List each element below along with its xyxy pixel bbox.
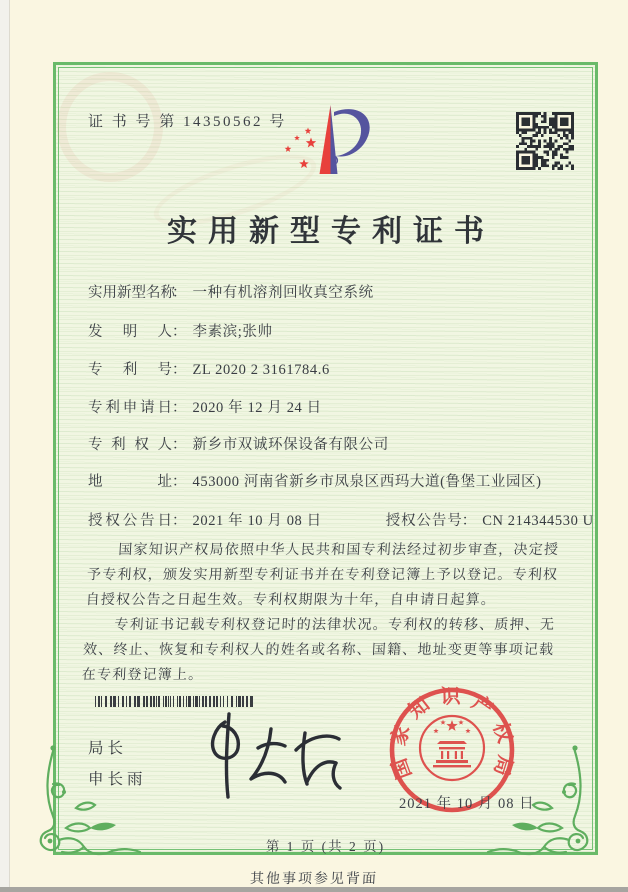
colon: ： bbox=[172, 437, 187, 453]
field-label: 实用新型名称 bbox=[88, 285, 175, 301]
scan-edge-left bbox=[0, 0, 10, 892]
colon: ： bbox=[172, 324, 187, 340]
legal-paragraph-1: 国家知识产权局依照中华人民共和国专利法经过初步审查，决定授予专利权，颁发实用新型专利证书并在专利登记簿上予以登记。专利权自授权公告之日起生效。专利权期限为十年，自申请日起算。 bbox=[85, 543, 560, 608]
field-row-patent-no bbox=[88, 358, 578, 379]
seal-emblem-gate bbox=[433, 741, 471, 767]
certificate-title: 实用新型专利证书 bbox=[167, 215, 495, 248]
colon: ： bbox=[172, 285, 187, 301]
field-label: 地址 bbox=[88, 474, 172, 490]
field-value: 453000 河南省新乡市凤泉区西玛大道(鲁堡工业园区) bbox=[192, 474, 542, 490]
back-note: 其他事项参见背面 bbox=[249, 872, 379, 887]
certificate-number: 证 书 号 第 14350562 号 bbox=[88, 114, 287, 130]
colon: ： bbox=[172, 474, 187, 490]
page-indicator: 第 1 页 (共 2 页) bbox=[265, 839, 386, 854]
field-label: 授权公告号 bbox=[385, 513, 462, 529]
barcode-icon bbox=[95, 696, 255, 707]
field-label: 授权公告日 bbox=[88, 513, 172, 529]
field-row-grant bbox=[88, 509, 594, 530]
field-value: ZL 2020 2 3161784.6 bbox=[192, 362, 330, 378]
colon: ： bbox=[461, 513, 477, 529]
field-label: 发明人 bbox=[88, 324, 172, 340]
field-value: 2021 年 10 月 08 日 bbox=[192, 513, 322, 529]
qr-code-icon bbox=[516, 112, 574, 170]
colon: ： bbox=[172, 400, 187, 416]
cnipa-patent-logo-icon bbox=[283, 97, 379, 183]
field-row-name bbox=[88, 281, 578, 302]
colon: ： bbox=[172, 513, 187, 529]
field-label: 专利申请日 bbox=[88, 400, 172, 416]
field-value: 2020 年 12 月 24 日 bbox=[192, 400, 322, 416]
field-label: 专利权人 bbox=[88, 437, 172, 453]
field-label: 专利号 bbox=[88, 362, 172, 378]
legal-paragraph-2: 专利证书记载专利权登记时的法律状况。专利权的转移、质押、无效、终止、恢复和专利权人的姓名或名称、国籍、地址变更等事项记载在专利登记簿上。 bbox=[81, 618, 556, 683]
field-row-filing-date bbox=[88, 396, 578, 417]
legal-text bbox=[81, 538, 571, 688]
field-value: 新乡市双诚环保设备有限公司 bbox=[192, 437, 389, 453]
director-title: 局长 bbox=[88, 740, 128, 757]
field-value: 一种有机溶剂回收真空系统 bbox=[192, 285, 374, 301]
scan-edge-bottom bbox=[0, 887, 628, 892]
field-row-address bbox=[88, 470, 578, 491]
field-row-patentee bbox=[88, 433, 578, 454]
director-signature bbox=[192, 708, 342, 803]
field-value: 李素滨;张帅 bbox=[192, 324, 273, 340]
seal-date: 2021 年 10 月 08 日 bbox=[399, 796, 535, 812]
field-value: CN 214344530 U bbox=[482, 513, 594, 529]
field-row-inventor bbox=[88, 320, 578, 341]
colon: ： bbox=[172, 362, 187, 378]
seal-ring-text: 国家知识产权局 bbox=[387, 685, 517, 782]
director-name: 申长雨 bbox=[88, 771, 147, 788]
